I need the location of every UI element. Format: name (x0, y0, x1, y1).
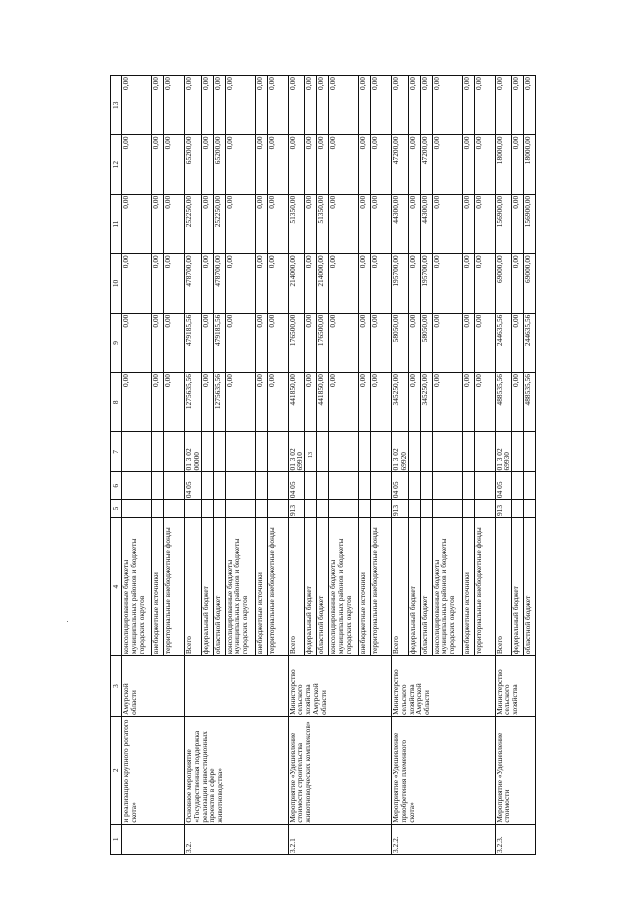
amount-cell: 0,00 (462, 194, 474, 253)
amount-cell: 0,00 (408, 313, 420, 372)
amount-cell: 0,00 (201, 76, 213, 135)
rzpr-code-cell: 04 05 (495, 472, 512, 500)
scan-speck (67, 621, 68, 622)
amount-cell: 0,00 (122, 313, 152, 372)
amount-cell: 345250,00 (392, 373, 409, 432)
rzpr-code-cell (512, 472, 524, 500)
rzpr-code-cell (371, 472, 392, 500)
amount-cell: 0,00 (474, 373, 495, 432)
csr-code-cell (474, 432, 495, 472)
amount-cell: 0,00 (152, 194, 164, 253)
funding-source-cell: внебюджетные источники (462, 518, 474, 656)
csr-code-cell: 01 3 02 69910 (288, 432, 305, 472)
csr-code-cell (359, 432, 371, 472)
column-header: 4 (111, 518, 122, 656)
amount-cell: 244635,56 (495, 313, 512, 372)
grbs-code-cell (255, 500, 267, 518)
amount-cell: 0,00 (225, 194, 255, 253)
column-header: 3 (111, 656, 122, 717)
column-header: 5 (111, 500, 122, 518)
amount-cell: 0,00 (213, 76, 225, 135)
funding-source-cell: территориальные внебюджетные фонды (371, 518, 392, 656)
amount-cell: 0,00 (408, 135, 420, 194)
rzpr-code-cell (164, 472, 185, 500)
amount-cell: 0,00 (462, 254, 474, 313)
amount-cell: 478700,00 (185, 254, 202, 313)
amount-cell: 0,00 (329, 254, 359, 313)
funding-source-cell: территориальные внебюджетные фонды (474, 518, 495, 656)
amount-cell: 0,00 (474, 254, 495, 313)
grbs-code-cell (164, 500, 185, 518)
amount-cell: 0,00 (288, 76, 305, 135)
column-number-row (111, 76, 122, 855)
column-header: 2 (111, 716, 122, 824)
table-row (185, 76, 202, 855)
rzpr-code-cell (317, 472, 329, 500)
amount-cell: 479185,56 (185, 313, 202, 372)
amount-cell: 0,00 (122, 194, 152, 253)
amount-cell: 1275635,56 (213, 373, 225, 432)
item-name-cell: Мероприятие «Удешевление приобретения племенного скота» (392, 716, 496, 824)
rzpr-code-cell (225, 472, 255, 500)
amount-cell: 0,00 (408, 194, 420, 253)
amount-cell: 156900,00 (524, 194, 536, 253)
csr-code-cell (305, 432, 317, 472)
item-number-cell: 3.2.3. (495, 824, 536, 854)
column-header: 13 (111, 76, 122, 135)
amount-cell: 195700,00 (392, 254, 409, 313)
csr-code-cell: 01 3 02 00000 (185, 432, 202, 472)
rzpr-code-cell (267, 472, 288, 500)
amount-cell: 0,00 (371, 194, 392, 253)
amount-cell: 0,00 (122, 373, 152, 432)
amount-cell: 0,00 (359, 76, 371, 135)
grbs-code-cell (432, 500, 462, 518)
amount-cell: 0,00 (432, 373, 462, 432)
amount-cell: 0,00 (329, 76, 359, 135)
funding-source-cell: областной бюджет (213, 518, 225, 656)
amount-cell: 0,00 (201, 313, 213, 372)
amount-cell: 0,00 (359, 313, 371, 372)
item-name-cell: и реализацию крупного рогатого скота» (122, 716, 185, 824)
table-body (111, 76, 536, 855)
csr-code-cell (255, 432, 267, 472)
amount-cell: 51350,00 (288, 194, 305, 253)
funding-source-cell: федеральный бюджет (408, 518, 420, 656)
column-header: 7 (111, 432, 122, 472)
amount-cell: 345250,00 (420, 373, 432, 432)
amount-cell: 0,00 (432, 135, 462, 194)
amount-cell: 0,00 (359, 135, 371, 194)
funding-source-cell: Всего (392, 518, 409, 656)
amount-cell: 0,00 (255, 76, 267, 135)
csr-code-cell (512, 432, 524, 472)
amount-cell: 44300,00 (392, 194, 409, 253)
amount-cell: 0,00 (524, 76, 536, 135)
amount-cell: 0,00 (201, 135, 213, 194)
amount-cell: 0,00 (474, 313, 495, 372)
amount-cell: 0,00 (122, 76, 152, 135)
amount-cell: 0,00 (329, 135, 359, 194)
funding-source-cell: внебюджетные источники (359, 518, 371, 656)
amount-cell: 441850,00 (288, 373, 305, 432)
amount-cell: 51350,00 (317, 194, 329, 253)
amount-cell: 0,00 (462, 373, 474, 432)
amount-cell: 0,00 (512, 254, 524, 313)
grbs-code-cell (122, 500, 152, 518)
amount-cell: 0,00 (317, 76, 329, 135)
item-number-cell: 3.2.2. (392, 824, 496, 854)
csr-code-cell: 01 3 02 69930 (495, 432, 512, 472)
funding-source-cell: Всего (185, 518, 202, 656)
responsible-cell: Министерство сельского хозяйства Амурской области (288, 656, 392, 717)
amount-cell: 0,00 (512, 76, 524, 135)
rzpr-code-cell (213, 472, 225, 500)
item-name-cell: Мероприятие «Удешевление стоимости строительства животноводческих комплексов» (288, 716, 392, 824)
funding-source-cell: консолидированные бюджеты муниципальных районов и бюджеты городских округов (432, 518, 462, 656)
responsible-cell: Амурской области (122, 656, 185, 717)
amount-cell: 0,00 (122, 135, 152, 194)
csr-code-cell (329, 432, 359, 472)
table-row (288, 76, 305, 855)
budget-table (110, 75, 536, 855)
amount-cell: 0,00 (152, 76, 164, 135)
rzpr-code-cell (462, 472, 474, 500)
table-row (392, 76, 409, 855)
amount-cell: 0,00 (512, 313, 524, 372)
amount-cell: 0,00 (305, 254, 317, 313)
amount-cell: 479185,56 (213, 313, 225, 372)
csr-code-cell (408, 432, 420, 472)
amount-cell: 0,00 (474, 76, 495, 135)
grbs-code-cell: 913 (288, 500, 305, 518)
amount-cell: 0,00 (408, 76, 420, 135)
amount-cell: 214000,00 (288, 254, 305, 313)
item-number-cell (122, 824, 185, 854)
amount-cell: 0,00 (408, 373, 420, 432)
amount-cell: 488535,56 (495, 373, 512, 432)
grbs-code-cell (213, 500, 225, 518)
column-header: 12 (111, 135, 122, 194)
amount-cell: 0,00 (267, 76, 288, 135)
amount-cell: 0,00 (152, 135, 164, 194)
column-header: 8 (111, 373, 122, 432)
amount-cell: 0,00 (432, 76, 462, 135)
rzpr-code-cell (474, 472, 495, 500)
grbs-code-cell: 913 (392, 500, 409, 518)
amount-cell: 0,00 (122, 254, 152, 313)
csr-code-cell (420, 432, 432, 472)
amount-cell: 0,00 (288, 135, 305, 194)
funding-source-cell: областной бюджет (420, 518, 432, 656)
amount-cell: 0,00 (225, 373, 255, 432)
amount-cell: 0,00 (317, 135, 329, 194)
csr-code-cell (371, 432, 392, 472)
grbs-code-cell (371, 500, 392, 518)
amount-cell: 0,00 (164, 373, 185, 432)
amount-cell: 0,00 (201, 254, 213, 313)
rzpr-code-cell (152, 472, 164, 500)
amount-cell: 176500,00 (317, 313, 329, 372)
amount-cell: 0,00 (225, 76, 255, 135)
csr-code-cell (462, 432, 474, 472)
amount-cell: 0,00 (474, 194, 495, 253)
rzpr-code-cell (524, 472, 536, 500)
amount-cell: 0,00 (164, 254, 185, 313)
grbs-code-cell (474, 500, 495, 518)
amount-cell: 47200,00 (392, 135, 409, 194)
grbs-code-cell (305, 500, 317, 518)
funding-source-cell: консолидированные бюджеты муниципальных районов и бюджеты городских округов (329, 518, 359, 656)
grbs-code-cell (420, 500, 432, 518)
amount-cell: 0,00 (305, 313, 317, 372)
grbs-code-cell (512, 500, 524, 518)
grbs-code-cell (329, 500, 359, 518)
grbs-code-cell (408, 500, 420, 518)
grbs-code-cell (185, 500, 202, 518)
column-header: 6 (111, 472, 122, 500)
rzpr-code-cell (201, 472, 213, 500)
amount-cell: 0,00 (359, 194, 371, 253)
amount-cell: 0,00 (305, 135, 317, 194)
amount-cell: 0,00 (152, 373, 164, 432)
amount-cell: 0,00 (225, 313, 255, 372)
csr-code-cell (432, 432, 462, 472)
amount-cell: 0,00 (164, 76, 185, 135)
rzpr-code-cell: 04 05 (185, 472, 202, 500)
amount-cell: 58050,00 (420, 313, 432, 372)
rzpr-code-cell (408, 472, 420, 500)
amount-cell: 488535,56 (524, 373, 536, 432)
amount-cell: 47200,00 (420, 135, 432, 194)
amount-cell: 18000,00 (524, 135, 536, 194)
rzpr-code-cell (255, 472, 267, 500)
amount-cell: 0,00 (164, 194, 185, 253)
amount-cell: 0,00 (255, 194, 267, 253)
csr-code-cell (122, 432, 152, 472)
item-name-cell: Основное мероприятие «Государственная поддержка реализации инвестиционных проектов в сфере животноводства» (185, 716, 289, 824)
funding-source-cell: Всего (495, 518, 512, 656)
responsible-cell: Министерство сельского хозяйства Амурской области (392, 656, 496, 717)
csr-code-cell (213, 432, 225, 472)
amount-cell: 478700,00 (213, 254, 225, 313)
item-number-cell: 3.2. (185, 824, 289, 854)
csr-code-cell (317, 432, 329, 472)
amount-cell: 69000,00 (495, 254, 512, 313)
csr-code-cell (524, 432, 536, 472)
amount-cell: 252250,00 (213, 194, 225, 253)
rzpr-code-cell: 04 05 (288, 472, 305, 500)
amount-cell: 0,00 (255, 135, 267, 194)
csr-code-cell (267, 432, 288, 472)
amount-cell: 0,00 (267, 313, 288, 372)
amount-cell: 1275635,56 (185, 373, 202, 432)
amount-cell: 0,00 (432, 194, 462, 253)
amount-cell: 0,00 (164, 313, 185, 372)
amount-cell: 0,00 (267, 254, 288, 313)
amount-cell: 0,00 (371, 313, 392, 372)
funding-source-cell: федеральный бюджет (305, 518, 317, 656)
table-row (122, 76, 152, 855)
amount-cell: 0,00 (512, 135, 524, 194)
amount-cell: 0,00 (462, 76, 474, 135)
amount-cell: 0,00 (462, 313, 474, 372)
rzpr-code-cell (329, 472, 359, 500)
amount-cell: 441850,00 (317, 373, 329, 432)
csr-code-cell (225, 432, 255, 472)
amount-cell: 0,00 (305, 373, 317, 432)
amount-cell: 18000,00 (495, 135, 512, 194)
amount-cell: 0,00 (185, 76, 202, 135)
funding-source-cell: Всего (288, 518, 305, 656)
amount-cell: 0,00 (201, 373, 213, 432)
csr-code-cell (164, 432, 185, 472)
amount-cell: 0,00 (305, 194, 317, 253)
amount-cell: 0,00 (371, 76, 392, 135)
funding-source-cell: консолидированные бюджеты муниципальных районов и бюджеты городских округов (225, 518, 255, 656)
amount-cell: 0,00 (255, 254, 267, 313)
grbs-code-cell: 913 (495, 500, 512, 518)
column-header: 10 (111, 254, 122, 313)
rzpr-code-cell (305, 472, 317, 500)
column-header: 11 (111, 194, 122, 253)
amount-cell: 0,00 (371, 135, 392, 194)
column-header: 9 (111, 313, 122, 372)
funding-source-cell: федеральный бюджет (201, 518, 213, 656)
amount-cell: 58050,00 (392, 313, 409, 372)
amount-cell: 0,00 (225, 135, 255, 194)
amount-cell: 65200,00 (213, 135, 225, 194)
amount-cell: 0,00 (164, 135, 185, 194)
amount-cell: 0,00 (152, 254, 164, 313)
grbs-code-cell (152, 500, 164, 518)
funding-source-cell: федеральный бюджет (512, 518, 524, 656)
grbs-code-cell (317, 500, 329, 518)
amount-cell: 0,00 (329, 194, 359, 253)
csr-code-cell: 01 3 02 69920 (392, 432, 409, 472)
amount-cell: 0,00 (305, 76, 317, 135)
amount-cell: 0,00 (462, 135, 474, 194)
amount-cell: 0,00 (255, 373, 267, 432)
amount-cell: 252250,00 (185, 194, 202, 253)
funding-source-cell: внебюджетные источники (255, 518, 267, 656)
responsible-cell (185, 656, 289, 717)
amount-cell: 44300,00 (420, 194, 432, 253)
amount-cell: 69000,00 (524, 254, 536, 313)
amount-cell: 0,00 (201, 194, 213, 253)
amount-cell: 0,00 (432, 254, 462, 313)
amount-cell: 0,00 (152, 313, 164, 372)
amount-cell: 0,00 (432, 313, 462, 372)
rzpr-code-cell (420, 472, 432, 500)
rzpr-code-cell (122, 472, 152, 500)
column-header: 1 (111, 824, 122, 854)
grbs-code-cell (201, 500, 213, 518)
page-number: 13 (308, 452, 314, 458)
amount-cell: 0,00 (371, 373, 392, 432)
item-number-cell: 3.2.1 (288, 824, 392, 854)
funding-source-cell: внебюджетные источники (152, 518, 164, 656)
amount-cell: 0,00 (267, 194, 288, 253)
amount-cell: 0,00 (267, 373, 288, 432)
amount-cell: 0,00 (495, 76, 512, 135)
amount-cell: 0,00 (225, 254, 255, 313)
amount-cell: 65200,00 (185, 135, 202, 194)
amount-cell: 0,00 (359, 373, 371, 432)
amount-cell: 0,00 (255, 313, 267, 372)
amount-cell: 0,00 (329, 373, 359, 432)
rotated-table-content (110, 75, 533, 855)
funding-source-cell: областной бюджет (317, 518, 329, 656)
funding-source-cell: консолидированные бюджеты муниципальных районов и бюджеты городских округов (122, 518, 152, 656)
amount-cell: 0,00 (359, 254, 371, 313)
amount-cell: 0,00 (408, 254, 420, 313)
amount-cell: 214000,00 (317, 254, 329, 313)
csr-code-cell (152, 432, 164, 472)
grbs-code-cell (524, 500, 536, 518)
amount-cell: 0,00 (512, 194, 524, 253)
amount-cell: 0,00 (329, 313, 359, 372)
responsible-cell: Министерство сельского хозяйства (495, 656, 536, 717)
amount-cell: 0,00 (474, 135, 495, 194)
amount-cell: 195700,00 (420, 254, 432, 313)
amount-cell: 156900,00 (495, 194, 512, 253)
grbs-code-cell (359, 500, 371, 518)
item-name-cell: Мероприятие «Удешевление стоимости (495, 716, 536, 824)
funding-source-cell: областной бюджет (524, 518, 536, 656)
rotated-table-frame (110, 75, 533, 855)
funding-source-cell: территориальные внебюджетные фонды (267, 518, 288, 656)
grbs-code-cell (462, 500, 474, 518)
amount-cell: 0,00 (371, 254, 392, 313)
amount-cell: 0,00 (267, 135, 288, 194)
amount-cell: 244635,56 (524, 313, 536, 372)
amount-cell: 0,00 (392, 76, 409, 135)
rzpr-code-cell (432, 472, 462, 500)
grbs-code-cell (267, 500, 288, 518)
grbs-code-cell (225, 500, 255, 518)
amount-cell: 176500,00 (288, 313, 305, 372)
rzpr-code-cell: 04 05 (392, 472, 409, 500)
rzpr-code-cell (359, 472, 371, 500)
csr-code-cell (201, 432, 213, 472)
funding-source-cell: территориальные внебюджетные фонды (164, 518, 185, 656)
amount-cell: 0,00 (420, 76, 432, 135)
amount-cell: 0,00 (512, 373, 524, 432)
table-row (495, 76, 512, 855)
